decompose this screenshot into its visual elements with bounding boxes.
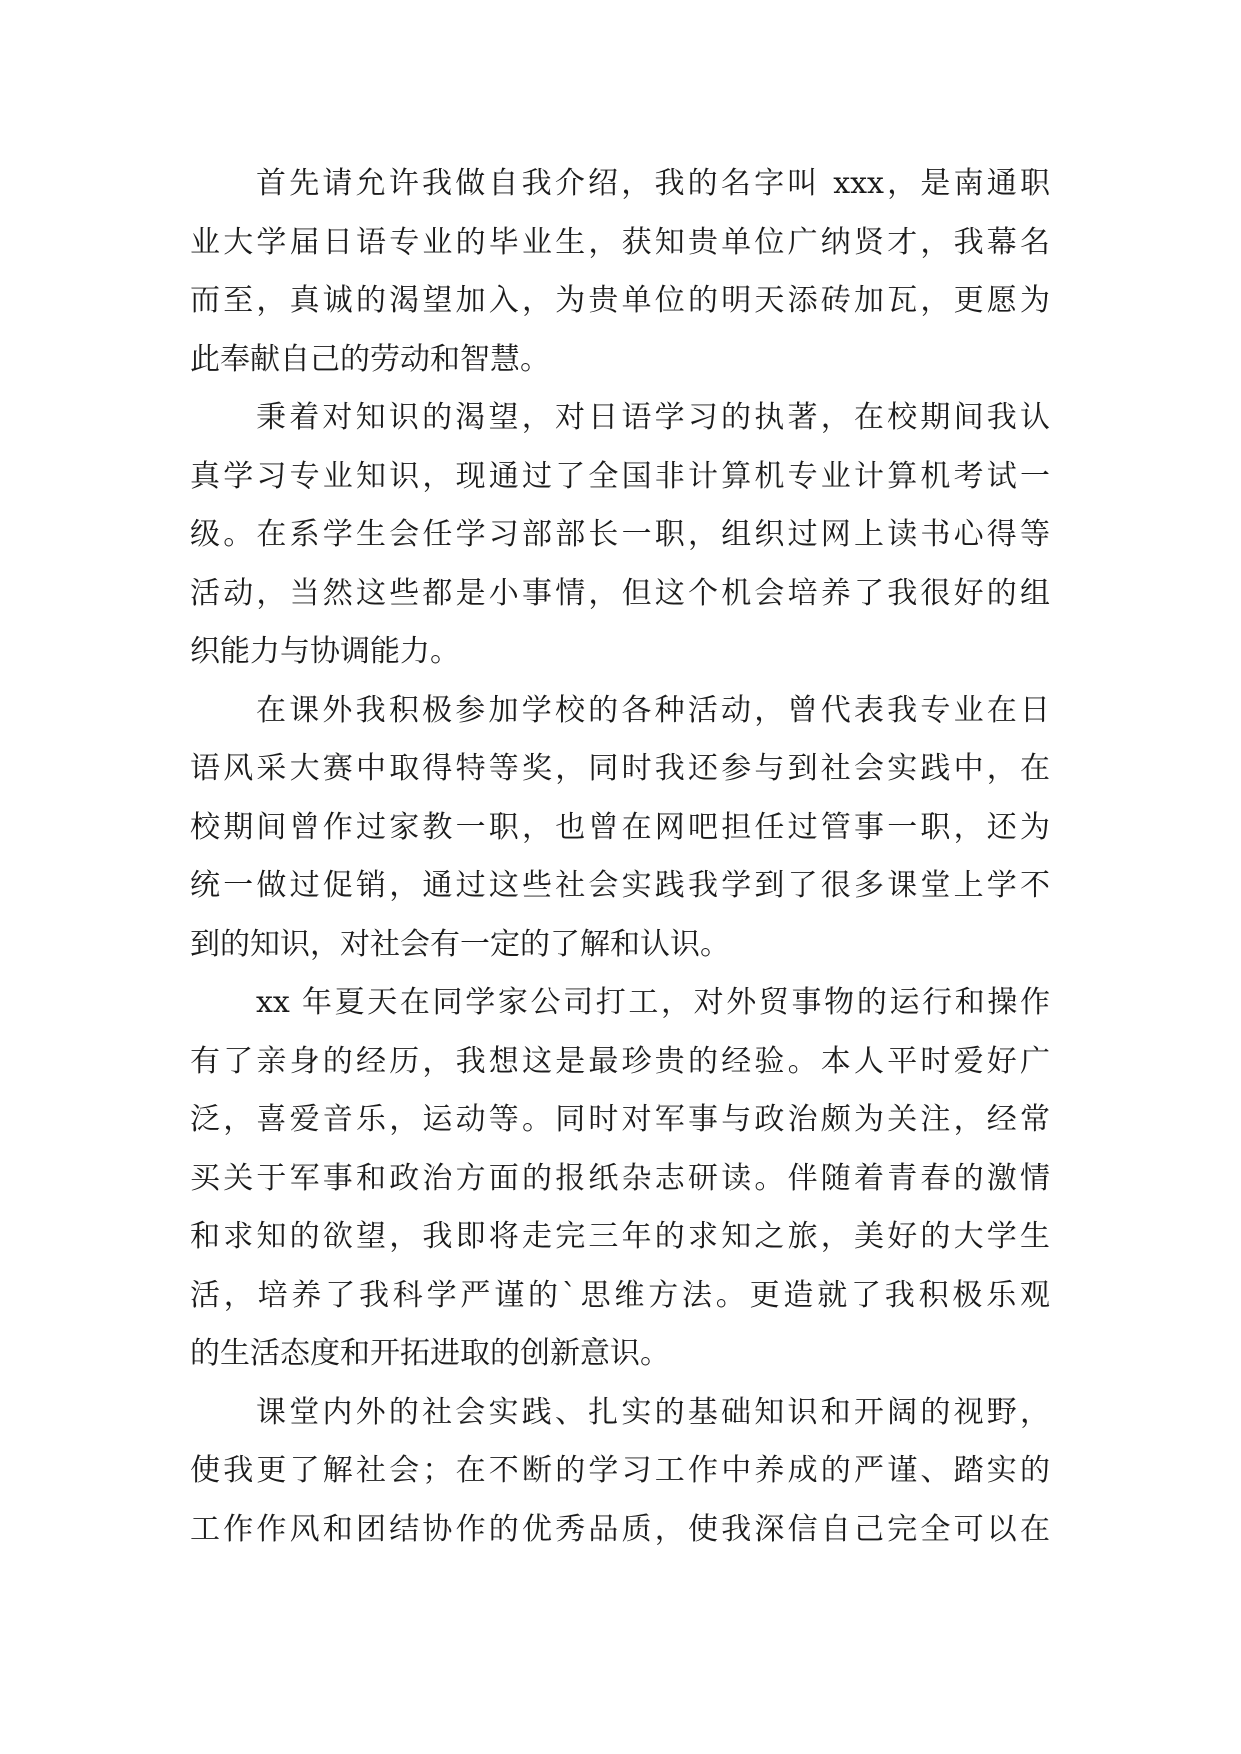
text-line: 活动，当然这些都是小事情，但这个机会培养了我很好的组 [190, 575, 1050, 611]
text-line: 工作作风和团结协作的优秀品质，使我深信自己完全可以在 [190, 1511, 1050, 1547]
text-line: 此奉献自己的劳动和智慧。 [190, 341, 550, 377]
text-line: xx 年夏天在同学家公司打工，对外贸事物的运行和操作 [256, 985, 1050, 1020]
text-line: 有了亲身的经历，我想这是最珍贵的经验。本人平时爱好广 [190, 1043, 1050, 1079]
text-line: 校期间曾作过家教一职，也曾在网吧担任过管事一职，还为 [190, 809, 1050, 845]
text-line: 首先请允许我做自我介绍，我的名字叫 xxx，是南通职 [256, 166, 1050, 201]
text-line: 语风采大赛中取得特等奖，同时我还参与到社会实践中，在 [190, 751, 1050, 786]
text-line: 秉着对知识的渴望，对日语学习的执著，在校期间我认 [256, 400, 1050, 435]
text-line: 级。在系学生会任学习部部长一职，组织过网上读书心得等 [190, 517, 1050, 552]
paragraph-3 [190, 682, 1050, 975]
text-line: 织能力与协调能力。 [190, 634, 460, 669]
text-line: 买关于军事和政治方面的报纸杂志研读。伴随着青春的激情 [190, 1160, 1050, 1196]
paragraph-4 [190, 974, 1050, 1384]
text-line: 使我更了解社会；在不断的学习工作中养成的严谨、踏实的 [190, 1453, 1050, 1488]
text-line: 和求知的欲望，我即将走完三年的求知之旅，美好的大学生 [190, 1219, 1050, 1254]
text-line: 活，培养了我科学严谨的`思维方法。更造就了我积极乐观 [190, 1277, 1050, 1313]
text-line: 统一做过促销，通过这些社会实践我学到了很多课堂上学不 [190, 868, 1050, 903]
document-body [190, 155, 1050, 1559]
text-line: 真学习专业知识，现通过了全国非计算机专业计算机考试一 [190, 458, 1050, 494]
text-line: 泛，喜爱音乐，运动等。同时对军事与政治颇为关注，经常 [190, 1102, 1050, 1137]
paragraph-1 [190, 155, 1050, 389]
text-line: 到的知识，对社会有一定的了解和认识。 [190, 926, 730, 962]
text-line: 在课外我积极参加学校的各种活动，曾代表我专业在日 [256, 692, 1050, 728]
text-line: 课堂内外的社会实践、扎实的基础知识和开阔的视野， [256, 1394, 1050, 1430]
text-line: 而至，真诚的渴望加入，为贵单位的明天添砖加瓦，更愿为 [190, 283, 1050, 318]
paragraph-5 [190, 1384, 1050, 1560]
text-line: 的生活态度和开拓进取的创新意识。 [190, 1336, 670, 1371]
text-line: 业大学届日语专业的毕业生，获知贵单位广纳贤才，我幕名 [190, 224, 1050, 260]
paragraph-2 [190, 389, 1050, 682]
